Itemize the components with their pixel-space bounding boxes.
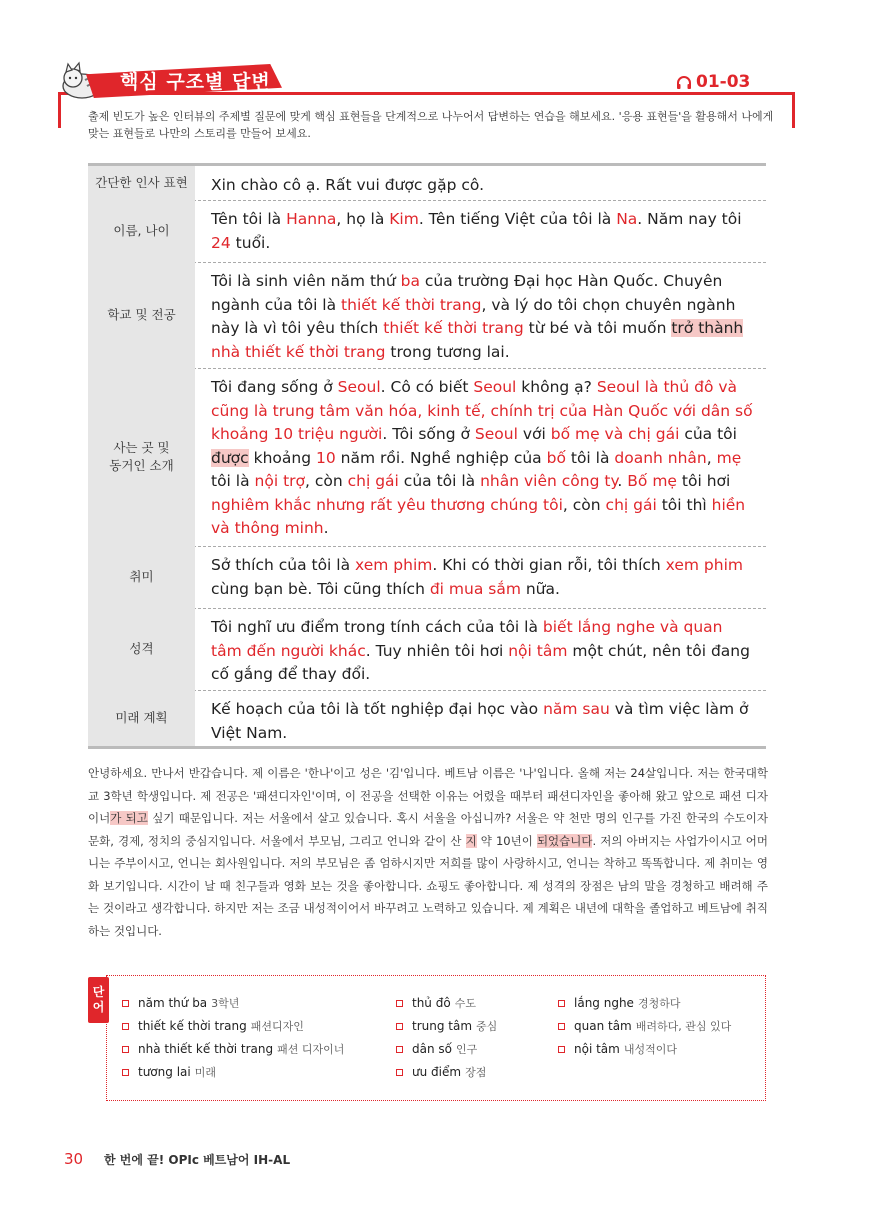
answer-text: Xin chào cô ạ. Rất vui được gặp cô.: [211, 176, 485, 194]
table-row: [88, 262, 766, 369]
vocab-item: [558, 1015, 731, 1038]
vocab-item: [122, 1061, 344, 1084]
row-label: 사는 곳 및 동거인 소개: [88, 368, 195, 546]
bullet-square-icon: [396, 1000, 403, 1007]
answer-keyword: ba: [400, 272, 420, 290]
answer-text: . Tuy nhiên tôi hơi: [365, 641, 509, 660]
answer-text: tôi là: [211, 472, 255, 490]
answer-keyword: chị gái: [347, 472, 399, 490]
vocab-vietnamese: lắng nghe: [574, 996, 634, 1010]
korean-highlight: 되었습니다: [536, 833, 593, 848]
vocab-vietnamese: nhà thiết kế thời trang: [138, 1042, 274, 1056]
page-number: 30: [64, 1150, 84, 1168]
vocab-korean: 패션 디자이너: [277, 1043, 345, 1056]
answer-text: . Năm nay tôi: [637, 210, 742, 228]
row-label: 학교 및 전공: [88, 262, 195, 368]
vocab-column-3: [558, 992, 731, 1061]
answer-keyword: Seoul: [473, 378, 517, 396]
bullet-square-icon: [122, 1000, 129, 1007]
answer-keyword: hiền và thông minh: [211, 495, 746, 537]
answer-text: với: [517, 425, 551, 443]
answer-text: của trường Đại học Hàn Quốc. Chuyên ngành của tôi là: [211, 272, 723, 314]
vocab-korean: 인구: [455, 1043, 478, 1056]
answer-keyword: xem phim: [665, 556, 743, 574]
answer-keyword: năm sau: [543, 700, 610, 718]
vocab-item: [122, 1038, 344, 1061]
vocab-vietnamese: thiết kế thời trang: [138, 1019, 247, 1033]
korean-highlight: 지: [465, 833, 477, 848]
answer-text: , còn: [305, 472, 348, 490]
vocab-item: [396, 1038, 497, 1061]
audio-track: [676, 72, 750, 92]
korean-text: . 저의 아버지는 사업가이시고 어머니는 주부이시고, 언니는 회사원입니다. 저의 부모님은 좀 엄하시지만 저희를 많이 사랑하시고, 언니는 착하고 똑똑합니다. 제 취미는 영화 보기입니다. 시간이 날 때 친구들과 영화 보는 것을 좋아합니다. 쇼핑도 좋아합니다. 제 성격의 장점은 남의 말을 경청하고 배려해 주는 것이라고 생각합니다. 하지만 저는 조금 내성적이어서 바꾸려고 노력하고 있습니다. 제 계획은 내년에 대학을 졸업하고 베트남에 취직하는 것입니다.: [88, 833, 768, 938]
row-label: 미래 계획: [88, 690, 195, 746]
answer-keyword: Hanna: [286, 210, 337, 228]
answer-keyword: mẹ: [716, 448, 742, 467]
answer-highlight: được: [211, 448, 249, 467]
vocab-vietnamese: dân số: [412, 1042, 452, 1056]
answer-text: trong tương lai.: [385, 342, 510, 361]
korean-text: 싶기 때문입니다. 저는 서울에서 살고 있습니다. 혹시 서울을 아십니까? 서울은 약 천만 명의 인구를 가진 한국의 수도이자 문화, 경제, 정치의 중심지입니다. 서울에서 부모님, 그리고 언니와 같이 산: [88, 811, 768, 848]
bullet-square-icon: [122, 1069, 129, 1076]
answer-keyword: 10: [315, 448, 336, 467]
answer-text: .: [617, 472, 628, 490]
answer-text: Tôi đang sống ở: [211, 378, 338, 396]
vocab-tag-char-1: 단: [92, 985, 105, 999]
answer-text: năm rồi. Nghề nghiệp của: [335, 448, 547, 467]
answer-keyword: biết lắng nghe và quan tâm đến người khác: [211, 618, 723, 660]
answer-text: nữa.: [520, 579, 560, 598]
headphones-icon: [676, 75, 692, 90]
vocab-tag-char-2: 어: [92, 1000, 105, 1014]
answer-text: , họ là: [336, 210, 390, 228]
vocab-vietnamese: ưu điểm: [412, 1065, 462, 1079]
answer-text: . Tên tiếng Việt của tôi là: [418, 210, 617, 228]
vocab-vietnamese: thủ đô: [412, 996, 451, 1010]
vocab-korean: 패션디자인: [250, 1020, 304, 1033]
vocab-korean: 배려하다, 관심 있다: [635, 1020, 732, 1033]
answer-text: , còn: [562, 495, 606, 514]
row-content: [195, 546, 766, 608]
table-row: [88, 368, 766, 547]
vocab-korean: 3학년: [211, 997, 240, 1010]
track-number: 01-03: [696, 72, 751, 92]
answer-keyword: bố mẹ và chị gái: [550, 425, 680, 443]
answer-keyword: Seoul: [337, 378, 381, 396]
table-row: [88, 200, 766, 263]
answer-keyword: nội trợ: [254, 472, 306, 490]
answer-keyword: nhân viên công ty: [480, 472, 618, 490]
vocab-item: [122, 992, 344, 1015]
answer-keyword: Seoul: [474, 425, 518, 443]
answer-text: một chút, nên tôi đang cố gắng để thay đổi.: [211, 641, 750, 683]
answer-text: .: [323, 519, 329, 537]
table-row: [88, 608, 766, 691]
row-content: [195, 608, 766, 690]
answer-keyword: nghiêm khắc nhưng rất yêu thương chúng tôi: [211, 495, 563, 514]
bullet-square-icon: [396, 1069, 403, 1076]
answer-keyword: Seoul là thủ đô và cũng là trung tâm văn hóa, kinh tế, chính trị của Hàn Quốc với dân số khoảng 10 triệu người: [211, 378, 753, 443]
vocab-item: [396, 1061, 497, 1084]
table-row: [88, 690, 766, 746]
answer-text: Tôi là sinh viên năm thứ: [211, 272, 401, 290]
answer-keyword: nội tâm: [508, 641, 568, 660]
answer-keyword: nhà thiết kế thời trang: [211, 342, 386, 361]
korean-text: 약 10년이: [476, 833, 537, 848]
vocab-item: [558, 1038, 731, 1061]
intro-text: 출제 빈도가 높은 인터뷰의 주제별 질문에 맞게 핵심 표현들을 단계적으로 나누어서 답변하는 연습을 해보세요. '응용 표현들'을 활용해서 나에게 맞는 표현들로 나만의 스토리를 만들어 보세요.: [88, 110, 774, 140]
table-bottom-rule: [88, 746, 766, 749]
bullet-square-icon: [396, 1023, 403, 1030]
vocab-item: [396, 992, 497, 1015]
vocab-vietnamese: năm thứ ba: [138, 996, 208, 1010]
answer-text: Tên tôi là: [211, 210, 287, 228]
answer-text: Tôi nghĩ ưu điểm trong tính cách của tôi là: [211, 618, 543, 636]
row-label: 이름, 나이: [88, 200, 195, 262]
section-banner-title: 핵심 구조별 답변: [120, 71, 271, 93]
answer-keyword: chị gái: [605, 495, 657, 514]
vocab-item: [558, 992, 731, 1015]
answer-keyword: 24: [211, 233, 231, 252]
row-content: [195, 200, 766, 262]
bullet-square-icon: [396, 1046, 403, 1053]
answer-text: của tôi là: [398, 472, 481, 490]
bullet-square-icon: [122, 1023, 129, 1030]
answer-text: và tìm việc làm ở Việt Nam.: [211, 700, 749, 742]
korean-translation: [88, 762, 768, 942]
vocab-item: [122, 1015, 344, 1038]
answer-text: cùng bạn bè. Tôi cũng thích: [211, 579, 430, 598]
vocab-column-2: [396, 992, 497, 1084]
vocab-korean: 내성적이다: [623, 1043, 677, 1056]
vocab-tag: [88, 977, 109, 1023]
row-content: [195, 368, 766, 546]
answer-keyword: Bố mẹ: [627, 472, 677, 490]
row-content: [195, 262, 766, 368]
vocab-vietnamese: trung tâm: [412, 1019, 473, 1033]
answer-text: . Cô có biết: [380, 378, 474, 396]
answer-text: . Khi có thời gian rỗi, tôi thích: [432, 556, 666, 574]
answer-text: khoảng: [248, 448, 316, 467]
book-title: 한 번에 끝! OPIc 베트남어 IH-AL: [104, 1153, 291, 1167]
vocab-korean: 중심: [476, 1020, 498, 1033]
answer-text: tôi hơi: [676, 472, 731, 490]
table-row: [88, 546, 766, 609]
answer-text: từ bé và tôi muốn: [523, 319, 672, 337]
row-content: [195, 166, 766, 200]
vocab-vietnamese: quan tâm: [574, 1019, 632, 1033]
answer-text: . Tôi sống ở: [382, 425, 475, 443]
answer-keyword: thiết kế thời trang: [383, 319, 524, 337]
row-label: 성격: [88, 608, 195, 690]
answer-text: tuổi.: [230, 233, 271, 252]
answer-text: Sở thích của tôi là: [211, 556, 356, 574]
vocab-vietnamese: tương lai: [138, 1065, 191, 1079]
bullet-square-icon: [558, 1046, 565, 1053]
answer-text: của tôi: [679, 425, 737, 443]
answer-text: không ạ?: [516, 378, 597, 396]
answer-text: tôi thì: [656, 495, 712, 514]
korean-highlight: 가 되고: [110, 811, 148, 825]
answer-keyword: thiết kế thời trang: [341, 295, 482, 314]
answer-keyword: Kim: [389, 210, 419, 228]
row-label: 간단한 인사 표현: [88, 166, 195, 200]
korean-text: 안녕하세요. 만나서 반갑습니다. 제 이름은 '한나'이고 성은 '김'입니다. 베트남 이름은 '나'입니다. 올해 저는 24살입니다. 저는 한국대학교 3학년 학생입니다. 제 전공은 '패션디자인'이며, 이 전공을 선택한 이유는 어렸을 때부터 패션디자인을 좋아해 왔고 앞으로 패션 디자이너: [88, 766, 768, 825]
bullet-square-icon: [122, 1046, 129, 1053]
vocab-column-1: [122, 992, 344, 1084]
answer-keyword: bố: [546, 448, 566, 467]
vocab-korean: 장점: [465, 1066, 487, 1079]
answer-keyword: doanh nhân: [614, 448, 707, 467]
bullet-square-icon: [558, 1000, 565, 1007]
vocab-korean: 미래: [194, 1066, 216, 1079]
answer-text: , và lý do tôi chọn chuyên ngành này là vì tôi yêu thích: [211, 295, 736, 337]
vocab-vietnamese: nội tâm: [574, 1042, 620, 1056]
answer-highlight: trở thành: [671, 319, 744, 337]
answer-keyword: Na: [616, 210, 638, 228]
answer-keyword: đi mua sắm: [429, 579, 521, 598]
vocab-korean: 경청하다: [637, 997, 681, 1010]
answer-text: tôi là: [565, 448, 615, 467]
row-content: [195, 690, 766, 746]
header-rule-right: [792, 92, 795, 128]
answer-text: Kế hoạch của tôi là tốt nghiệp đại học vào: [211, 700, 544, 718]
vocab-item: [396, 1015, 497, 1038]
table-row: [88, 166, 766, 201]
vocab-korean: 수도: [454, 997, 476, 1010]
row-label: 취미: [88, 546, 195, 608]
answer-keyword: xem phim: [355, 556, 433, 574]
answer-text: ,: [706, 448, 717, 467]
bullet-square-icon: [558, 1023, 565, 1030]
